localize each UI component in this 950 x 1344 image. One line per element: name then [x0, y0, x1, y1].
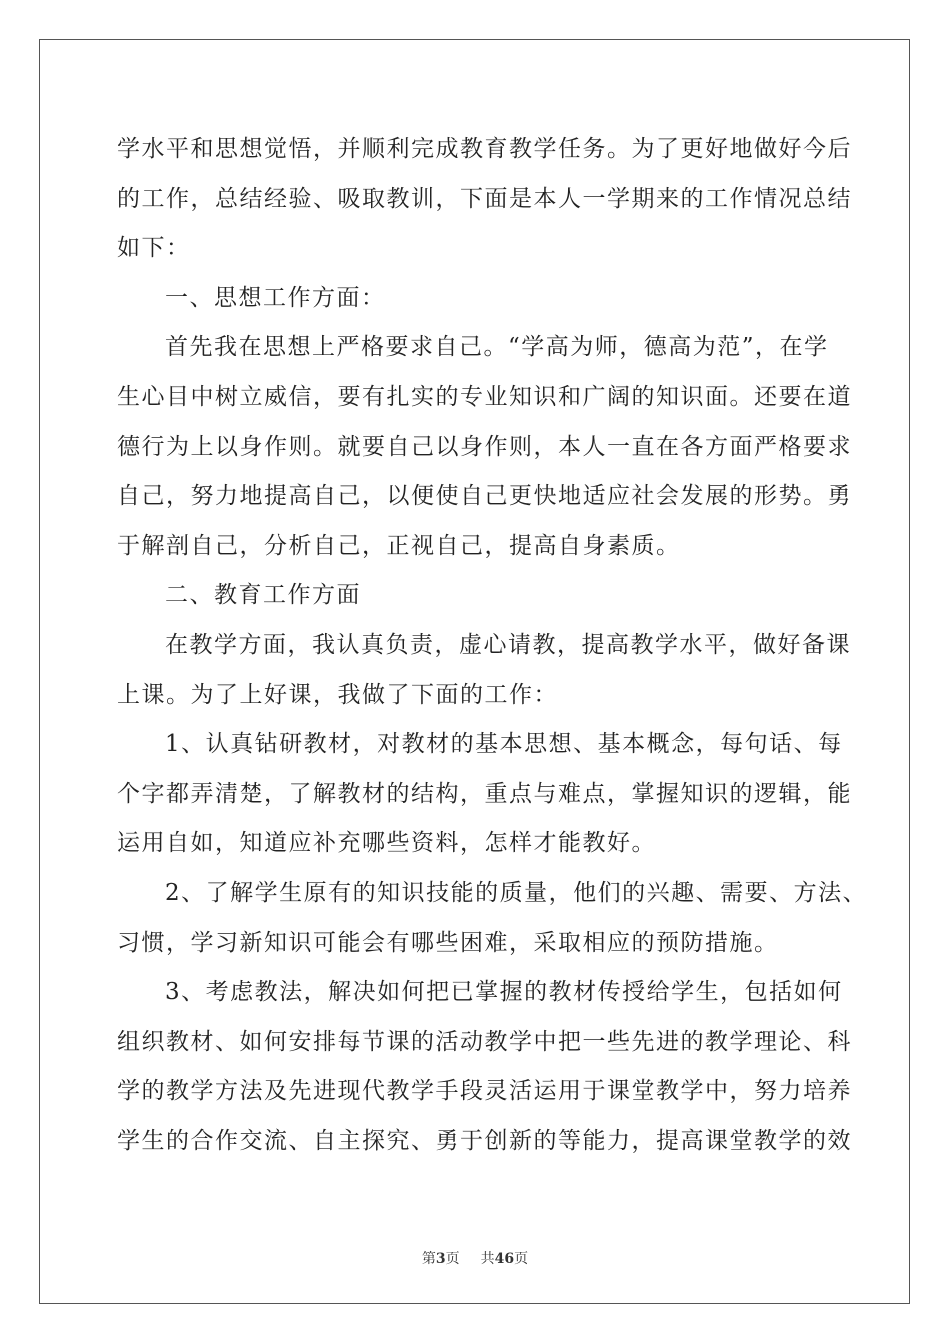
- text-line: 运用自如，知道应补充哪些资料，怎样才能教好。: [117, 830, 656, 857]
- text-line: 个字都弄清楚，了解教材的结构，重点与难点，掌握知识的逻辑，能: [117, 780, 852, 807]
- text-line: 组织教材、如何安排每节课的活动教学中把一些先进的教学理论、科: [117, 1028, 852, 1055]
- list-item-3: 3、考虑教法，解决如何把已掌握的教材传授给学生，包括如何: [165, 979, 843, 1006]
- text-line: 习惯，学习新知识可能会有哪些困难，采取相应的预防措施。: [117, 929, 779, 956]
- section-heading-education: 二、教育工作方面: [165, 582, 361, 609]
- footer-total-suffix: 页: [514, 1251, 529, 1267]
- text-line: 于解剖自己，分析自己，正视自己，提高自身素质。: [117, 532, 681, 559]
- footer-page-number: 3: [435, 1251, 446, 1267]
- list-item-1: 1、认真钻研教材，对教材的基本思想、基本概念，每句话、每: [165, 731, 843, 758]
- text-line: 的工作，总结经验、吸取教训，下面是本人一学期来的工作情况总结: [117, 185, 852, 212]
- text-line: 如下：: [117, 235, 191, 262]
- footer-page-suffix: 页: [445, 1251, 460, 1267]
- list-item-2: 2、了解学生原有的知识技能的质量，他们的兴趣、需要、方法、: [165, 879, 868, 906]
- text-line: 自己，努力地提高自己，以便使自己更快地适应社会发展的形势。勇: [117, 483, 852, 510]
- text-line: 学的教学方法及先进现代教学手段灵活运用于课堂教学中，努力培养: [117, 1078, 852, 1105]
- footer-total-prefix: 共: [480, 1251, 495, 1267]
- text-line: 在教学方面，我认真负责，虚心请教，提高教学水平，做好备课: [165, 631, 851, 658]
- text-line: 德行为上以身作则。就要自己以身作则，本人一直在各方面严格要求: [117, 433, 852, 460]
- footer-total-pages: 46: [494, 1251, 515, 1267]
- page-footer: [0, 1248, 950, 1268]
- text-line: 学水平和思想觉悟，并顺利完成教育教学任务。为了更好地做好今后: [117, 136, 852, 162]
- section-heading-thought: 一、思想工作方面：: [165, 284, 386, 311]
- text-line: 学生的合作交流、自主探究、勇于创新的等能力，提高课堂教学的效: [117, 1127, 852, 1154]
- text-line: 首先我在思想上严格要求自己。“学高为师，德高为范”，在学: [165, 334, 829, 361]
- footer-page-prefix: 第: [421, 1251, 436, 1267]
- document-body: [117, 125, 868, 1166]
- text-line: 上课。为了上好课，我做了下面的工作：: [117, 681, 558, 708]
- text-line: 生心目中树立威信，要有扎实的专业知识和广阔的知识面。还要在道: [117, 383, 852, 410]
